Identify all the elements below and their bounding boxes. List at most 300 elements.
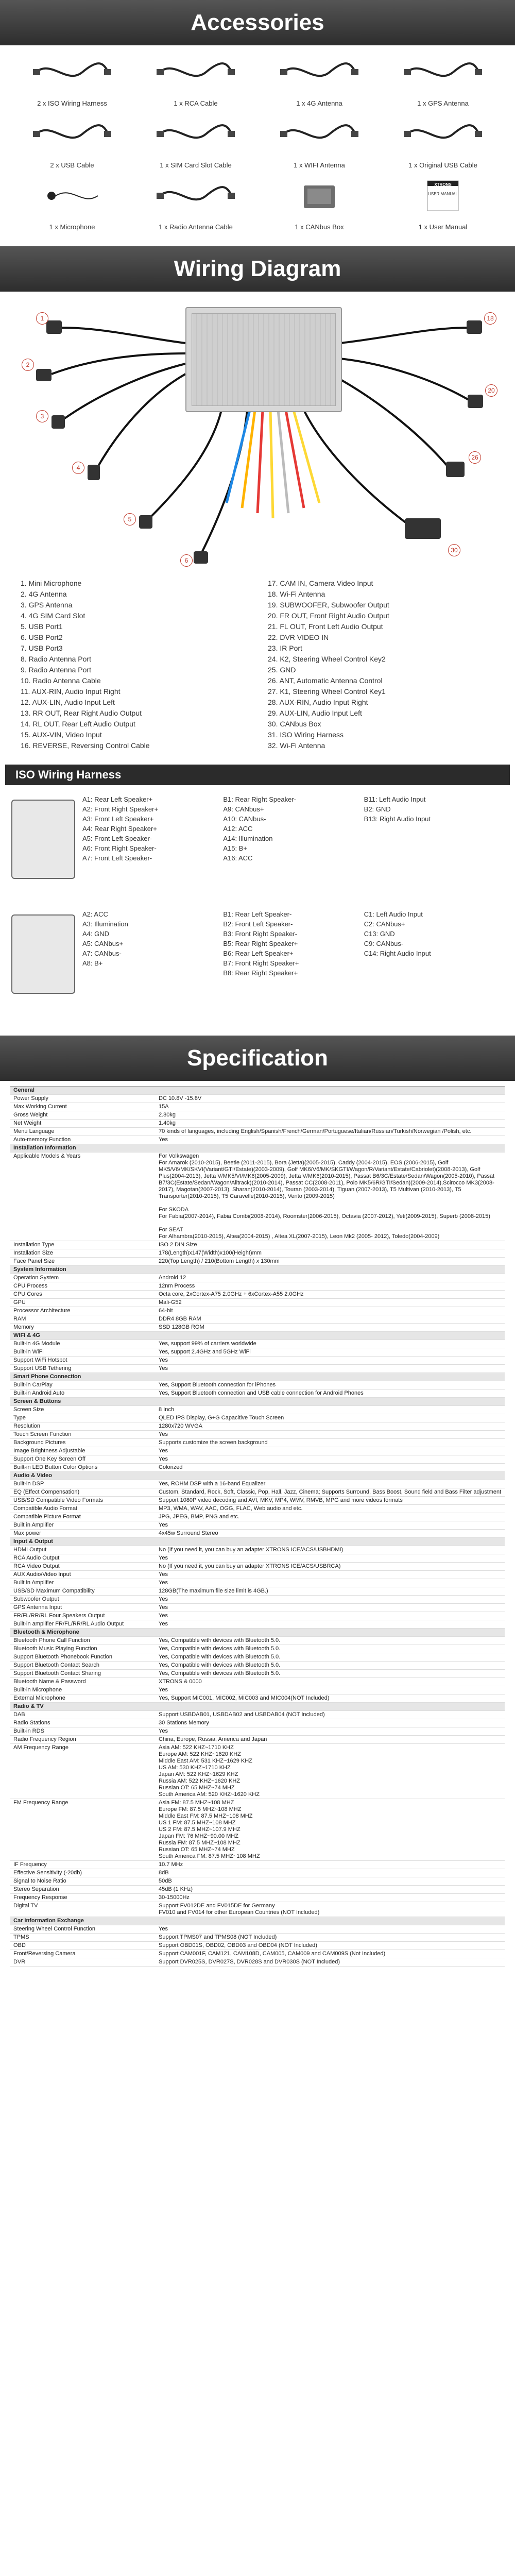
spec-row — [10, 1587, 505, 1596]
spec-value: DC 10.8V -15.8V — [156, 1095, 505, 1103]
spec-row — [10, 1902, 505, 1917]
iso-harness-2 — [5, 909, 510, 1015]
spec-key: USB/SD Compatible Video Formats — [10, 1497, 156, 1505]
legend-item: 30. CANbus Box — [268, 720, 321, 728]
spec-value: Yes — [156, 1727, 505, 1736]
spec-key: AM Frequency Range — [10, 1744, 156, 1799]
spec-key: Installation Size — [10, 1249, 156, 1258]
legend-item: 14. RL OUT, Rear Left Audio Output — [21, 720, 135, 728]
spec-key: Built-in Microphone — [10, 1686, 156, 1694]
spec-row — [10, 1869, 505, 1877]
spec-row — [10, 1422, 505, 1431]
spec-row — [10, 1365, 505, 1373]
spec-value — [156, 1538, 505, 1546]
spec-key: Operation System — [10, 1274, 156, 1282]
pin-label: C14: Right Audio Input — [364, 950, 431, 957]
pin-label: A2: ACC — [82, 910, 108, 918]
accessory-label: 1 x WIFI Antenna — [294, 161, 345, 169]
accessory-item — [258, 50, 381, 112]
legend-item: 1. Mini Microphone — [21, 579, 82, 587]
spec-value: QLED IPS Display, G+G Capacitive Touch Screen — [156, 1414, 505, 1422]
spec-row — [10, 1662, 505, 1670]
accessory-label: 1 x SIM Card Slot Cable — [160, 161, 232, 169]
spec-key: Front/Reversing Camera — [10, 1950, 156, 1958]
accessory-item — [134, 174, 258, 236]
spec-key: General — [10, 1087, 156, 1095]
spec-value: Yes, Compatible with devices with Bluetooth 5.0. — [156, 1637, 505, 1645]
spec-row — [10, 1513, 505, 1521]
spec-value: Yes, Support Bluetooth connection and USB cable connection for Android Phones — [156, 1389, 505, 1398]
spec-value: No (If you need it, you can buy an adapter XTRONS ICE/ACS/USBHDMI) — [156, 1546, 505, 1554]
pin-label: C1: Left Audio Input — [364, 910, 423, 918]
spec-value: Yes — [156, 1612, 505, 1620]
rca-cable-icon — [144, 53, 247, 92]
spec-value: 30 Stations Memory — [156, 1719, 505, 1727]
callout-4: 4 — [72, 462, 84, 474]
legend-item: 27. K1, Steering Wheel Control Key1 — [268, 687, 386, 696]
spec-row — [10, 1111, 505, 1120]
spec-row — [10, 1258, 505, 1266]
spec-key: Radio & TV — [10, 1703, 156, 1711]
spec-key: AUX Audio/Video Input — [10, 1571, 156, 1579]
spec-value — [156, 1703, 505, 1711]
pin-label: A14: Illumination — [223, 835, 273, 842]
spec-row — [10, 1120, 505, 1128]
iso-harness-1-pins — [82, 794, 505, 863]
spec-row — [10, 1241, 505, 1249]
spec-key: FM Frequency Range — [10, 1799, 156, 1861]
spec-value: Support TPMS07 and TPMS08 (NOT Included) — [156, 1934, 505, 1942]
accessory-label: 1 x Microphone — [49, 223, 95, 231]
spec-row — [10, 1711, 505, 1719]
spec-value: SSD 128GB ROM — [156, 1324, 505, 1332]
spec-key: GPS Antenna Input — [10, 1604, 156, 1612]
spec-row — [10, 1596, 505, 1604]
legend-item: 16. REVERSE, Reversing Control Cable — [21, 741, 150, 750]
spec-row — [10, 1546, 505, 1554]
callout-20: 20 — [485, 384, 497, 397]
accessory-item — [10, 50, 134, 112]
spec-section-row — [10, 1703, 505, 1711]
spec-key: Built-in DSP — [10, 1480, 156, 1488]
spec-value — [156, 1332, 505, 1340]
pin-label: A4: Rear Right Speaker+ — [82, 825, 157, 833]
spec-key: FR/FL/RR/RL Four Speakers Output — [10, 1612, 156, 1620]
pin-label: B8: Rear Right Speaker+ — [223, 969, 298, 977]
spec-key: Auto-memory Function — [10, 1136, 156, 1144]
spec-key: RCA Video Output — [10, 1563, 156, 1571]
legend-item: 18. Wi-Fi Antenna — [268, 590, 325, 598]
wiring-title: Wiring Diagram — [174, 256, 341, 281]
pin-label: B13: Right Audio Input — [364, 815, 431, 823]
spec-key: Audio & Video — [10, 1472, 156, 1480]
legend-item: 26. ANT, Automatic Antenna Control — [268, 676, 383, 685]
accessory-label: 1 x RCA Cable — [174, 99, 218, 107]
wiring-legend — [0, 578, 515, 751]
pin-label — [364, 824, 505, 834]
pin-label: B7: Front Right Speaker+ — [223, 959, 299, 967]
spec-section-row — [10, 1917, 505, 1925]
gps-antenna-icon — [391, 53, 494, 92]
legend-item: 6. USB Port2 — [21, 633, 63, 641]
spec-key: Car Information Exchange — [10, 1917, 156, 1925]
spec-section-row — [10, 1538, 505, 1546]
accessory-item — [381, 112, 505, 174]
spec-table — [10, 1087, 505, 1967]
wifi-antenna-icon — [268, 114, 371, 154]
spec-key: OBD — [10, 1942, 156, 1950]
spec-row — [10, 1249, 505, 1258]
spec-value: Yes — [156, 1596, 505, 1604]
spec-section-row — [10, 1472, 505, 1480]
legend-item: 10. Radio Antenna Cable — [21, 676, 101, 685]
legend-item: 22. DVR VIDEO IN — [268, 633, 329, 641]
spec-row — [10, 1861, 505, 1869]
spec-value: Supports customize the screen background — [156, 1439, 505, 1447]
spec-value: 70 kinds of languages, including English/Spanish/French/German/Portuguese/Italian/Russian/Turkish/Norwegian /Polish, etc. — [156, 1128, 505, 1136]
spec-value: Yes, support 99% of carriers worldwide — [156, 1340, 505, 1348]
pin-label: B2: Front Left Speaker- — [223, 920, 293, 928]
spec-value: Yes — [156, 1604, 505, 1612]
spec-row — [10, 1719, 505, 1727]
spec-value: Yes — [156, 1554, 505, 1563]
spec-key: CPU Cores — [10, 1291, 156, 1299]
spec-row — [10, 1381, 505, 1389]
legend-item: 21. FL OUT, Front Left Audio Output — [268, 622, 383, 631]
spec-key: Applicable Models & Years — [10, 1153, 156, 1241]
spec-row — [10, 1877, 505, 1886]
spec-value: XTRONS & 0000 — [156, 1678, 505, 1686]
pin-label: B11: Left Audio Input — [364, 795, 426, 803]
pin-label — [364, 843, 505, 853]
spec-value: Support OBD01S, OBD02, OBD03 and OBD04 (NOT Included) — [156, 1942, 505, 1950]
pin-label: A5: CANbus+ — [82, 940, 124, 947]
pin-label: A6: Front Right Speaker- — [82, 844, 157, 852]
spec-row — [10, 1324, 505, 1332]
spec-key: EQ (Effect Compensation) — [10, 1488, 156, 1497]
spec-row — [10, 1464, 505, 1472]
spec-value: Yes — [156, 1571, 505, 1579]
spec-row — [10, 1554, 505, 1563]
spec-value: China, Europe, Russia, America and Japan — [156, 1736, 505, 1744]
spec-value: 8 Inch — [156, 1406, 505, 1414]
spec-row — [10, 1414, 505, 1422]
spec-value: 30-15000Hz — [156, 1894, 505, 1902]
sim-cable-icon — [144, 114, 247, 154]
spec-row — [10, 1521, 505, 1530]
spec-key: External Microphone — [10, 1694, 156, 1703]
iso-harness-2-pins — [82, 909, 505, 978]
spec-row — [10, 1389, 505, 1398]
accessories-banner — [0, 0, 515, 45]
accessory-label: 2 x ISO Wiring Harness — [37, 99, 107, 107]
spec-key: Support USB Tethering — [10, 1365, 156, 1373]
spec-row — [10, 1340, 505, 1348]
spec-value: 12nm Process — [156, 1282, 505, 1291]
accessory-item — [381, 174, 505, 236]
spec-value: Support DVR025S, DVR027S, DVR028S and DVR030S (NOT Included) — [156, 1958, 505, 1967]
spec-key: Digital TV — [10, 1902, 156, 1917]
accessory-label: 1 x Original USB Cable — [408, 161, 477, 169]
spec-key: Type — [10, 1414, 156, 1422]
spec-value: Yes — [156, 1447, 505, 1455]
spec-key: Built-in amplifier FR/FL/RR/RL Audio Output — [10, 1620, 156, 1629]
spec-key: Memory — [10, 1324, 156, 1332]
spec-value: 4x45w Surround Stereo — [156, 1530, 505, 1538]
pin-label — [364, 834, 505, 843]
spec-section-row — [10, 1266, 505, 1274]
legend-item: 3. GPS Antenna — [21, 601, 73, 609]
iso-connector-2-icon — [11, 914, 75, 994]
spec-value: Octa core, 2xCortex-A75 2.0GHz + 6xCortex-A55 2.0GHz — [156, 1291, 505, 1299]
spec-key: Screen & Buttons — [10, 1398, 156, 1406]
spec-row — [10, 1604, 505, 1612]
spec-value: Android 12 — [156, 1274, 505, 1282]
user-manual-icon — [391, 176, 494, 215]
spec-value: Yes, Support MIC001, MIC002, MIC003 and MIC004(NOT Included) — [156, 1694, 505, 1703]
iso-harness-1 — [5, 794, 510, 900]
spec-value: Support CAM001F, CAM121, CAM108D, CAM005, CAM009 and CAM009S (Not Included) — [156, 1950, 505, 1958]
spec-value: Yes — [156, 1365, 505, 1373]
spec-row — [10, 1727, 505, 1736]
pin-label: A4: GND — [82, 930, 110, 938]
callout-18: 18 — [484, 312, 496, 325]
spec-key: Built in Amplifier — [10, 1579, 156, 1587]
callout-5: 5 — [124, 513, 136, 526]
spec-key: Face Panel Size — [10, 1258, 156, 1266]
spec-key: Support One Key Screen Off — [10, 1455, 156, 1464]
spec-key: Resolution — [10, 1422, 156, 1431]
spec-key: Bluetooth Music Playing Function — [10, 1645, 156, 1653]
spec-value: MP3, WMA, WAV, AAC, OGG, FLAC, Web audio and etc. — [156, 1505, 505, 1513]
callout-26: 26 — [469, 451, 481, 464]
spec-row — [10, 1736, 505, 1744]
spec-key: Compatible Picture Format — [10, 1513, 156, 1521]
spec-row — [10, 1958, 505, 1967]
spec-row — [10, 1694, 505, 1703]
legend-item: 15. AUX-VIN, Video Input — [21, 731, 102, 739]
legend-item: 28. AUX-RIN, Audio Input Right — [268, 698, 368, 706]
pin-label: A12: ACC — [223, 825, 253, 833]
spec-value — [156, 1144, 505, 1153]
spec-value — [156, 1629, 505, 1637]
manual-brand: XTRONS — [434, 182, 452, 187]
spec-value — [156, 1373, 505, 1381]
spec-key: Built-in CarPlay — [10, 1381, 156, 1389]
spec-value: Yes — [156, 1455, 505, 1464]
spec-key: CPU Process — [10, 1282, 156, 1291]
spec-key: Compatible Audio Format — [10, 1505, 156, 1513]
spec-value: Yes — [156, 1686, 505, 1694]
spec-row — [10, 1571, 505, 1579]
spec-row — [10, 1894, 505, 1902]
spec-key: Menu Language — [10, 1128, 156, 1136]
pin-label: A5: Front Left Speaker- — [82, 835, 152, 842]
spec-value: 8dB — [156, 1869, 505, 1877]
pin-label — [364, 968, 505, 978]
iso-harness-title: ISO Wiring Harness — [15, 768, 122, 781]
spec-row — [10, 1282, 505, 1291]
pin-label: A16: ACC — [223, 854, 253, 862]
spec-value: 15A — [156, 1103, 505, 1111]
spec-row — [10, 1678, 505, 1686]
microphone-icon — [21, 176, 124, 215]
pin-label: B2: GND — [364, 805, 391, 813]
pin-label: B5: Rear Right Speaker+ — [223, 940, 298, 947]
spec-value: 1280x720 WVGA — [156, 1422, 505, 1431]
spec-key: Installation Type — [10, 1241, 156, 1249]
spec-row — [10, 1925, 505, 1934]
spec-key: Background Pictures — [10, 1439, 156, 1447]
spec-value: DDR4 8GB RAM — [156, 1315, 505, 1324]
pin-label: A8: B+ — [82, 959, 103, 967]
pin-label: B1: Rear Right Speaker- — [223, 795, 296, 803]
spec-value: JPG, JPEG, BMP, PNG and etc. — [156, 1513, 505, 1521]
spec-key: Subwoofer Output — [10, 1596, 156, 1604]
spec-key: RCA Audio Output — [10, 1554, 156, 1563]
spec-value: 178(Length)x147(Width)x100(Height)mm — [156, 1249, 505, 1258]
pin-label: A3: Illumination — [82, 920, 128, 928]
spec-key: Support Bluetooth Contact Search — [10, 1662, 156, 1670]
spec-row — [10, 1934, 505, 1942]
accessory-item — [258, 174, 381, 236]
accessory-label: 2 x USB Cable — [50, 161, 94, 169]
spec-key: Bluetooth Phone Call Function — [10, 1637, 156, 1645]
pin-label: B1: Rear Left Speaker- — [223, 910, 292, 918]
spec-section-row — [10, 1087, 505, 1095]
spec-table-wrap — [10, 1086, 505, 1967]
spec-row — [10, 1136, 505, 1144]
spec-row — [10, 1307, 505, 1315]
spec-key: Support Bluetooth Contact Sharing — [10, 1670, 156, 1678]
spec-value: 220(Top Length) / 210(Bottom Length) x 130mm — [156, 1258, 505, 1266]
callout-2: 2 — [22, 359, 34, 371]
spec-key: Installation Information — [10, 1144, 156, 1153]
spec-section-row — [10, 1373, 505, 1381]
spec-row — [10, 1497, 505, 1505]
spec-row — [10, 1447, 505, 1455]
spec-value: Yes — [156, 1521, 505, 1530]
accessories-title: Accessories — [191, 10, 324, 35]
iso-harness-header — [5, 765, 510, 785]
spec-value: No (If you need it, you can buy an adapter XTRONS ICE/ACS/USBRCA) — [156, 1563, 505, 1571]
accessory-item — [381, 50, 505, 112]
accessory-item — [134, 112, 258, 174]
legend-item: 5. USB Port1 — [21, 622, 63, 631]
usb-cable-icon — [21, 114, 124, 154]
spec-row — [10, 1670, 505, 1678]
spec-row — [10, 1886, 505, 1894]
spec-key: Bluetooth Name & Password — [10, 1678, 156, 1686]
callout-3: 3 — [36, 410, 48, 422]
spec-key: Built-in LED Button Color Options — [10, 1464, 156, 1472]
antenna-4g-icon — [268, 53, 371, 92]
spec-value: Yes — [156, 1136, 505, 1144]
spec-row — [10, 1480, 505, 1488]
spec-row — [10, 1315, 505, 1324]
legend-item: 29. AUX-LIN, Audio Input Left — [268, 709, 362, 717]
spec-key: Built-in Android Auto — [10, 1389, 156, 1398]
spec-value: Yes, Compatible with devices with Bluetooth 5.0. — [156, 1645, 505, 1653]
pin-label: B6: Rear Left Speaker+ — [223, 950, 294, 957]
spec-key: DAB — [10, 1711, 156, 1719]
callout-6: 6 — [180, 554, 193, 567]
spec-row — [10, 1637, 505, 1645]
spec-section-row — [10, 1144, 505, 1153]
spec-key: TPMS — [10, 1934, 156, 1942]
spec-value: 128GB(The maximum file size limit is 4GB.) — [156, 1587, 505, 1596]
canbus-box-icon — [268, 176, 371, 215]
accessory-item — [10, 112, 134, 174]
pin-label — [364, 853, 505, 863]
spec-row — [10, 1299, 505, 1307]
spec-key: Support Bluetooth Phonebook Function — [10, 1653, 156, 1662]
legend-item: 11. AUX-RIN, Audio Input Right — [21, 687, 121, 696]
accessory-item — [258, 112, 381, 174]
spec-section-row — [10, 1332, 505, 1340]
spec-value: ISO 2 DIN Size — [156, 1241, 505, 1249]
spec-banner — [0, 1036, 515, 1081]
legend-item: 2. 4G Antenna — [21, 590, 67, 598]
spec-value: Yes, Compatible with devices with Bluetooth 5.0. — [156, 1670, 505, 1678]
spec-key: USB/SD Maximum Compatibility — [10, 1587, 156, 1596]
spec-row — [10, 1744, 505, 1799]
accessory-item — [10, 174, 134, 236]
spec-value — [156, 1472, 505, 1480]
legend-item: 17. CAM IN, Camera Video Input — [268, 579, 373, 587]
spec-key: Steering Wheel Control Function — [10, 1925, 156, 1934]
legend-item: 9. Radio Antenna Port — [21, 666, 91, 674]
accessory-item — [134, 50, 258, 112]
pin-label — [364, 958, 505, 968]
spec-row — [10, 1153, 505, 1241]
spec-row — [10, 1950, 505, 1958]
spec-value: Yes — [156, 1620, 505, 1629]
spec-key: Touch Screen Function — [10, 1431, 156, 1439]
spec-key: Built-in WiFi — [10, 1348, 156, 1357]
spec-row — [10, 1942, 505, 1950]
spec-key: DVR — [10, 1958, 156, 1967]
legend-item: 20. FR OUT, Front Right Audio Output — [268, 612, 389, 620]
spec-value: Mali-G52 — [156, 1299, 505, 1307]
spec-row — [10, 1799, 505, 1861]
spec-row — [10, 1274, 505, 1282]
accessories-grid — [0, 45, 515, 236]
iso-connector-1-icon — [11, 800, 75, 879]
pin-label: A15: B+ — [223, 844, 247, 852]
callout-30: 30 — [448, 544, 460, 556]
spec-row — [10, 1431, 505, 1439]
spec-value: Support FV012DE and FV015DE for Germany FV010 and FV014 for other European Countries (NOT Included) — [156, 1902, 505, 1917]
spec-row — [10, 1563, 505, 1571]
spec-key: Gross Weight — [10, 1111, 156, 1120]
spec-key: Support WiFi Hotspot — [10, 1357, 156, 1365]
pin-label: A1: Rear Left Speaker+ — [82, 795, 153, 803]
spec-value — [156, 1917, 505, 1925]
spec-value: Asia AM: 522 KHZ~1710 KHZ Europe AM: 522 KHZ~1620 KHZ Middle East AM: 531 KHZ~1629 KHZ US AM: 530 KHZ~1710 KHZ Japan AM: 522 KHZ~1629 KHZ Russia AM: 522 KHZ~1620 KHZ Russian OT: 65 MHZ~74 MHZ South America AM: 520 KHZ~1620 KHZ — [156, 1744, 505, 1799]
pin-label: A7: Front Left Speaker- — [82, 854, 152, 862]
legend-item: 31. ISO Wiring Harness — [268, 731, 344, 739]
spec-title: Specification — [187, 1045, 328, 1071]
spec-value: Yes, support 2.4GHz and 5GHz WiFi — [156, 1348, 505, 1357]
spec-value: For Volkswagen For Amarok (2010-2015), Beetle (2011-2015), Bora (Jetta)(2005-2015), Caddy (2004-2015), EOS (2006-2015), Golf MK5/V6/MK/SKVI(Variant/GTI/Estate)(2003-2009), Golf MK6/V6/MK/SKGTI/Wagon/R/Variant/Estate/Cabriolet)(2008-2013), Golf Plus(2004-2013), Jetta V/MK5/VI/MK6(2005-2009), Jetta V/MK6(2010-2015), Passat B6/3C/Estate/Sedan/Wagon(2005-2010), Passat B7/3C(Estate/Sedan/Wagon/Alltrack)(2010-2014), Passat CC(2008-2011), Polo MK5/6R/GTI/Sedan)(2009-2014),Scirocco MK3(2008-2017), Magotan(2007-2013), Sharan(2010-2014), Touran (2003-2014), Tiguan (2007-2013), T5 Multivan (2010-2013), T5 Transporter(2010-2015), T5 Caravelle(2010-2015), Vento (2009-2015) For SKODA For Fabia(2007-2014), Fabia Combi(2008-2014), Roomster(2006-2015), Octavia (2007-2012), Yeti(2009-2015), Superb (2008-2015) For SEAT For Alhambra(2010-2015), Altea(2004-2015) , Altea XL(2007-2015), Leon Mk2 (2005- 2012), Toledo(2004-2009) — [156, 1153, 505, 1241]
legend-item: 4. 4G SIM Card Slot — [21, 612, 85, 620]
legend-item: 13. RR OUT, Rear Right Audio Output — [21, 709, 142, 717]
spec-key: WIFI & 4G — [10, 1332, 156, 1340]
pin-label: C2: CANbus+ — [364, 920, 405, 928]
spec-key: Built in Amplifier — [10, 1521, 156, 1530]
spec-key: Image Brightness Adjustable — [10, 1447, 156, 1455]
